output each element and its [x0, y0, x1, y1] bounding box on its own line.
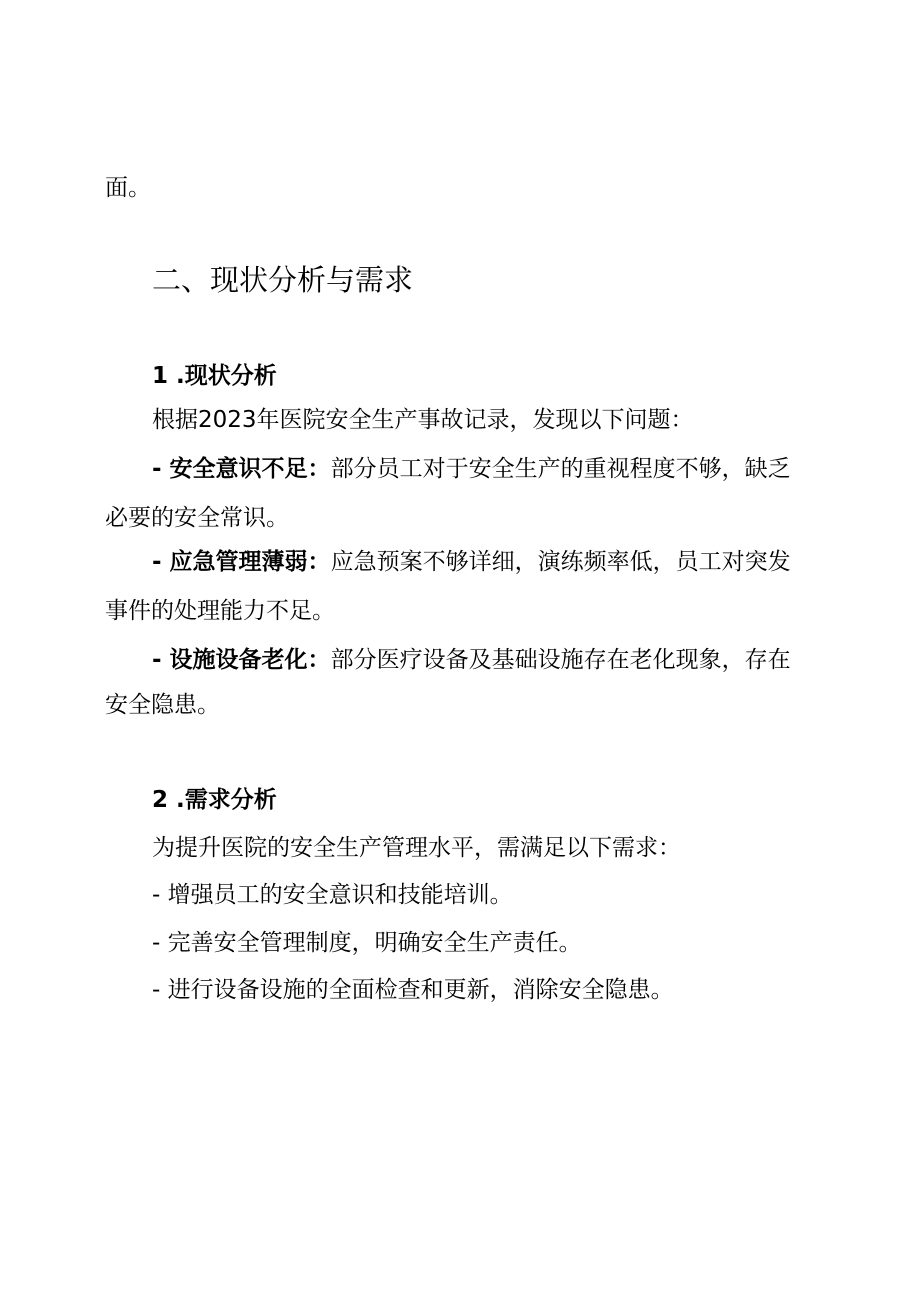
issue-item-facilities-continuation: 安全隐患。 — [105, 692, 220, 718]
continuation-text: 面。 — [105, 175, 151, 201]
issue-text: 应急预案不够详细，演练频率低，员工对突发 — [330, 549, 791, 575]
issue-item-awareness — [152, 454, 791, 484]
issue-text: 部分医疗设备及基础设施存在老化现象，存在 — [330, 647, 791, 673]
issue-item-facilities — [152, 645, 791, 675]
needs-intro: 为提升医院的安全生产管理水平，需满足以下需求： — [152, 835, 681, 861]
section-heading: 二、现状分析与需求 — [152, 263, 414, 297]
need-item: - 进行设备设施的全面检查和更新，消除安全隐患。 — [152, 977, 674, 1003]
issue-item-awareness-continuation: 必要的安全常识。 — [105, 505, 289, 531]
issue-item-emergency-continuation: 事件的处理能力不足。 — [105, 598, 335, 624]
need-item: - 增强员工的安全意识和技能培训。 — [152, 882, 513, 908]
need-item: - 完善安全管理制度，明确安全生产责任。 — [152, 930, 582, 956]
issue-label: - 应急管理薄弱： — [152, 549, 331, 575]
issue-item-emergency — [152, 547, 791, 577]
needs-analysis-heading: 2 .需求分析 — [152, 787, 277, 813]
issue-label: - 设施设备老化： — [152, 647, 331, 673]
issue-label: - 安全意识不足： — [152, 456, 331, 482]
issue-text: 部分员工对于安全生产的重视程度不够，缺乏 — [330, 456, 791, 482]
status-analysis-heading: 1 .现状分析 — [152, 363, 277, 389]
status-intro: 根据2023年医院安全生产事故记录，发现以下问题： — [152, 407, 694, 433]
